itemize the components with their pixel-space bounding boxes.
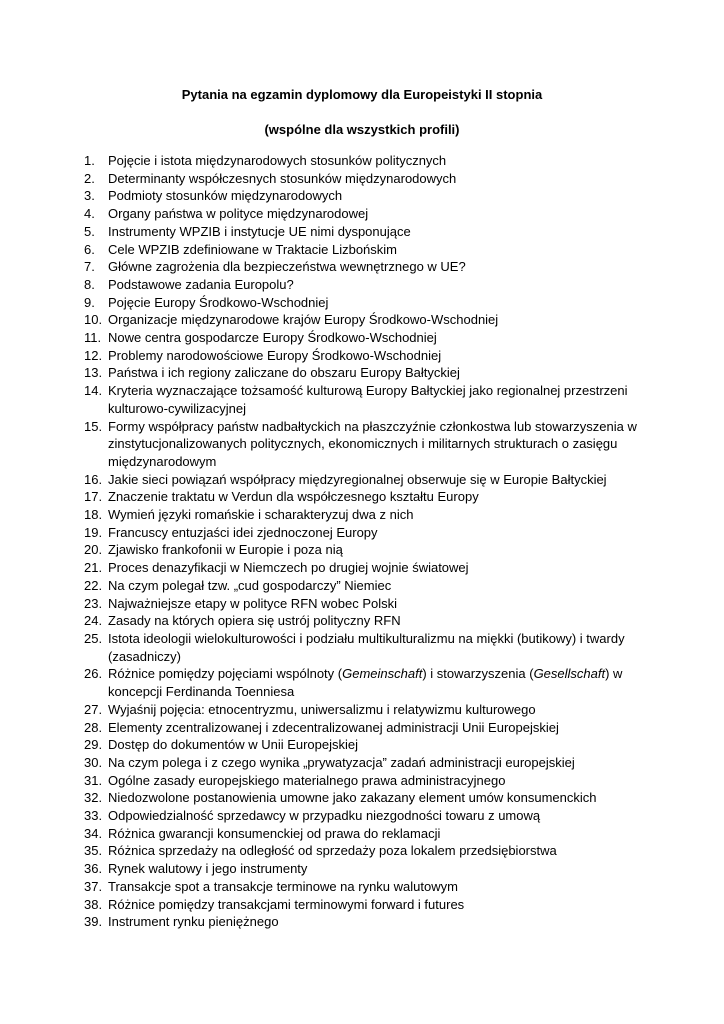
item-text: Różnica gwarancji konsumenckiej od prawa do reklamacji bbox=[108, 825, 441, 841]
list-item bbox=[84, 807, 644, 825]
item-number: 12. bbox=[84, 347, 103, 363]
item-text: Wyjaśnij pojęcia: etnocentryzmu, uniwersalizmu i relatywizmu kulturowego bbox=[108, 701, 536, 717]
item-number: 39. bbox=[84, 914, 103, 930]
list-item bbox=[84, 701, 644, 719]
item-text: Organy państwa w polityce międzynarodowej bbox=[108, 206, 369, 222]
item-number: 7. bbox=[84, 259, 95, 275]
item-text: Odpowiedzialność sprzedawcy w przypadku niezgodności towaru z umową bbox=[108, 808, 541, 824]
item-text: Pojęcie i istota międzynarodowych stosunków politycznych bbox=[108, 153, 447, 168]
item-number: 21. bbox=[84, 560, 103, 576]
item-number: 30. bbox=[84, 754, 103, 770]
list-item bbox=[84, 630, 644, 665]
item-text: Determinanty współczesnych stosunków międzynarodowych bbox=[108, 170, 457, 186]
item-text: Na czym polega i z czego wynika „prywatyzacja” zadań administracji europejskiej bbox=[108, 754, 575, 770]
list-item bbox=[84, 842, 644, 860]
item-number: 3. bbox=[84, 188, 95, 204]
list-item bbox=[84, 418, 644, 471]
item-text: Ogólne zasady europejskiego materialnego prawa administracyjnego bbox=[108, 772, 506, 788]
item-number: 36. bbox=[84, 861, 103, 877]
item-text: Organizacje międzynarodowe krajów Europy Środkowo-Wschodniej bbox=[108, 312, 499, 328]
list-item bbox=[84, 559, 644, 577]
item-number: 37. bbox=[84, 878, 103, 894]
list-item bbox=[84, 754, 644, 772]
list-item bbox=[84, 506, 644, 524]
question-list bbox=[84, 152, 644, 931]
list-item bbox=[84, 665, 644, 700]
item-number: 6. bbox=[84, 241, 95, 257]
item-text: Elementy zcentralizowanej i zdecentralizowanej administracji Unii Europejskiej bbox=[108, 719, 559, 735]
item-number: 34. bbox=[84, 825, 103, 841]
item-number: 20. bbox=[84, 542, 103, 558]
item-text-part: ) i stowarzyszenia ( bbox=[422, 666, 534, 682]
item-number: 17. bbox=[84, 489, 103, 505]
item-number: 23. bbox=[84, 595, 103, 611]
page-title: Pytania na egzamin dyplomowy dla Europeistyki II stopnia bbox=[181, 87, 543, 102]
item-number: 14. bbox=[84, 383, 103, 399]
list-item bbox=[84, 187, 644, 205]
item-number: 29. bbox=[84, 737, 103, 753]
item-number: 33. bbox=[84, 808, 103, 824]
item-number: 10. bbox=[84, 312, 103, 328]
item-number: 25. bbox=[84, 630, 103, 646]
item-text-part: ) w koncepcji Ferdinanda Toenniesa bbox=[108, 666, 623, 700]
list-item bbox=[84, 772, 644, 790]
item-number: 32. bbox=[84, 790, 103, 806]
item-text: Dostęp do dokumentów w Unii Europejskiej bbox=[108, 737, 359, 753]
list-item bbox=[84, 913, 644, 931]
item-text: Główne zagrożenia dla bezpieczeństwa wewnętrznego w UE? bbox=[108, 259, 466, 275]
list-item bbox=[84, 878, 644, 896]
item-number: 9. bbox=[84, 294, 95, 310]
item-text: Istota ideologii wielokulturowości i podziału multikulturalizmu na miękki (butikowy) i twardy (zasadniczy) bbox=[108, 630, 625, 664]
list-item bbox=[84, 294, 644, 312]
item-text bbox=[108, 666, 622, 699]
item-text: Kryteria wyznaczające tożsamość kulturową Europy Bałtyckiej jako regionalnej przestrzeni kulturowo-cywilizacyjnej bbox=[108, 383, 628, 416]
item-number: 13. bbox=[84, 365, 103, 381]
item-text: Instrumenty WPZIB i instytucje UE nimi dysponujące bbox=[108, 223, 411, 239]
list-item bbox=[84, 719, 644, 737]
list-item bbox=[84, 311, 644, 329]
list-item bbox=[84, 347, 644, 365]
item-number: 38. bbox=[84, 896, 103, 912]
item-text: Cele WPZIB zdefiniowane w Traktacie Lizbońskim bbox=[108, 241, 398, 257]
item-text-part: Różnice pomiędzy pojęciami wspólnoty ( bbox=[108, 666, 343, 682]
list-item bbox=[84, 223, 644, 241]
list-item bbox=[84, 736, 644, 754]
item-number: 16. bbox=[84, 471, 103, 487]
list-item bbox=[84, 152, 644, 170]
item-text: Znaczenie traktatu w Verdun dla współczesnego kształtu Europy bbox=[108, 489, 479, 505]
item-text: Różnica sprzedaży na odległość od sprzedaży poza lokalem przedsiębiorstwa bbox=[108, 843, 557, 859]
item-text: Jakie sieci powiązań współpracy międzyregionalnej obserwuje się w Europie Bałtyckiej bbox=[108, 471, 607, 487]
item-number: 24. bbox=[84, 613, 103, 629]
item-text-italic: Gesellschaft bbox=[533, 666, 606, 682]
item-text: Francuscy entuzjaści idei zjednoczonej Europy bbox=[108, 524, 378, 540]
item-number: 5. bbox=[84, 223, 95, 239]
item-text: Niedozwolone postanowienia umowne jako zakazany element umów konsumenckich bbox=[108, 790, 597, 806]
list-item bbox=[84, 364, 644, 382]
list-item bbox=[84, 825, 644, 843]
item-number: 35. bbox=[84, 843, 103, 859]
item-text: Rynek walutowy i jego instrumenty bbox=[108, 861, 308, 877]
item-text: Transakcje spot a transakcje terminowe na rynku walutowym bbox=[108, 878, 458, 894]
item-text: Państwa i ich regiony zaliczane do obszaru Europy Bałtyckiej bbox=[108, 365, 460, 381]
item-text: Zasady na których opiera się ustrój polityczny RFN bbox=[108, 613, 401, 629]
list-item bbox=[84, 789, 644, 807]
item-text: Proces denazyfikacji w Niemczech po drugiej wojnie światowej bbox=[108, 560, 469, 576]
list-item bbox=[84, 488, 644, 506]
item-text: Podstawowe zadania Europolu? bbox=[108, 276, 294, 292]
item-number: 4. bbox=[84, 206, 95, 222]
item-number: 2. bbox=[84, 170, 95, 186]
item-number: 19. bbox=[84, 524, 103, 540]
item-number: 31. bbox=[84, 772, 103, 788]
list-item bbox=[84, 541, 644, 559]
item-number: 22. bbox=[84, 577, 103, 593]
item-text: Formy współpracy państw nadbałtyckich na płaszczyźnie członkostwa lub stowarzyszenia w zinstytucjonalizowanych politycznych, ekonomicznych i militarnych strukturach o zasięgu międzynarodowym bbox=[108, 418, 637, 469]
item-text: Instrument rynku pieniężnego bbox=[108, 914, 279, 930]
item-text: Nowe centra gospodarcze Europy Środkowo-Wschodniej bbox=[108, 330, 437, 346]
item-text: Zjawisko frankofonii w Europie i poza nią bbox=[108, 542, 343, 558]
item-number: 28. bbox=[84, 719, 103, 735]
item-text: Wymień języki romańskie i scharakteryzuj dwa z nich bbox=[108, 507, 414, 523]
list-item bbox=[84, 612, 644, 630]
item-number: 26. bbox=[84, 666, 103, 682]
item-text: Podmioty stosunków międzynarodowych bbox=[108, 188, 343, 204]
list-item bbox=[84, 276, 644, 294]
list-item bbox=[84, 860, 644, 878]
item-text: Różnice pomiędzy transakcjami terminowymi forward i futures bbox=[108, 896, 465, 912]
item-text: Problemy narodowościowe Europy Środkowo-Wschodniej bbox=[108, 347, 442, 363]
page-subtitle: (wspólne dla wszystkich profili) bbox=[264, 122, 460, 137]
list-item bbox=[84, 595, 644, 613]
item-number: 1. bbox=[84, 153, 95, 168]
item-number: 18. bbox=[84, 507, 103, 523]
item-text: Pojęcie Europy Środkowo-Wschodniej bbox=[108, 294, 329, 310]
list-item bbox=[84, 896, 644, 914]
item-number: 15. bbox=[84, 418, 103, 434]
list-item bbox=[84, 241, 644, 259]
list-item bbox=[84, 170, 644, 188]
list-item bbox=[84, 205, 644, 223]
item-text: Najważniejsze etapy w polityce RFN wobec Polski bbox=[108, 595, 398, 611]
list-item bbox=[84, 329, 644, 347]
item-number: 11. bbox=[84, 330, 102, 346]
list-item bbox=[84, 382, 644, 417]
item-text-italic: Gemeinschaft bbox=[342, 666, 423, 682]
list-item bbox=[84, 577, 644, 595]
list-item bbox=[84, 471, 644, 489]
item-text: Na czym polegał tzw. „cud gospodarczy” Niemiec bbox=[108, 577, 392, 593]
item-number: 27. bbox=[84, 701, 103, 717]
list-item bbox=[84, 524, 644, 542]
list-item bbox=[84, 258, 644, 276]
item-number: 8. bbox=[84, 276, 95, 292]
